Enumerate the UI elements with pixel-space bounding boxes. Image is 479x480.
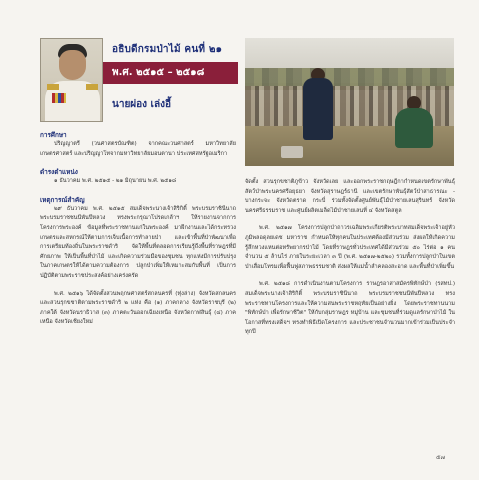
- portrait-photo: [40, 38, 103, 122]
- right-paragraph-1: จัดตั้ง สวนรุกขชาติภูข้าว จังหวัดเลย และออกพระราชกฤษฎีกากำหนดเขตรักษาพันธุ์สัตว์ป่าพระนครศรีอยุธยา จังหวัดสุราษฎร์ธานี และเขตรักษาพันธุ์สัตว์ป่าสาธารณะ - บางกระจะ จังหวัดตราด กระบี่ ร่วมทั้งจัดตั้งศูนย์พันธุ์ไม้ป่าชายเลนสุรินทร์ จังหวัดนครศรีธรรมราช และศูนย์ผลิตเมล็ดไม้ป่าชายเลนที่ ๔ จังหวัดสตูล: [245, 179, 455, 214]
- education-text: ปริญญาตรี (วนศาสตรบัณฑิต) จากคณะวนศาสตร์ มหาวิทยาลัยเกษตรศาสตร์ และปริญญาโทจากมหาวิทยาลัยมอนตานา ประเทศสหรัฐอเมริกา: [40, 141, 236, 157]
- tenure-period: พ.ศ. ๒๕๑๕ – ๒๕๑๘: [112, 67, 205, 78]
- page-title: อธิบดีกรมป่าไม้ คนที่ ๒๑: [112, 44, 223, 55]
- section-heading-education: การศึกษา: [40, 131, 67, 139]
- left-column: [40, 130, 236, 336]
- person-name: นายผ่อง เล่งอี้: [112, 99, 171, 110]
- right-column: [245, 178, 455, 346]
- historical-photo: [245, 38, 454, 166]
- right-paragraph-2: พ.ศ. ๒๕๑๗ โครงการปลูกป่าถาวรเฉลิมพระเกียรติพระบาทสมเด็จพระเจ้าอยู่หัวภูมิพลอดุลยเดช มหาราช กำหนดให้ทุกคนในประเทศต้องมีส่วนร่วม ส่งผลให้เกิดความรู้สึกหวงแหนต่อทรัพยากรป่าไม้ โดยที่ราษฎรทั่วประเทศได้มีส่วนร่วม ๕๐ ไร่ต่อ ๑ คน จำนวน ๕ ล้านไร่ ภายในระยะเวลา ๓ ปี (พ.ศ. ๒๕๑๗-๒๕๒๐) รวมทั้งการปลูกป่าในเขตป่าเสื่อมโทรมเพื่อฟื้นฟูสภาพธรรมชาติ ส่งผลให้แม่น้ำลำคลองสะอาด และพื้นที่ป่าเพิ่มขึ้น: [245, 225, 455, 270]
- section-heading-tenure: ดำรงตำแหน่ง: [40, 168, 78, 177]
- page-number: ๕๗: [436, 454, 446, 461]
- tenure-text: ๑ ธันวาคม พ.ศ. ๒๕๑๕ - ๒๑ มิถุนายน พ.ศ. ๒๕๑๘: [54, 178, 177, 185]
- events-paragraph-2: พ.ศ. ๒๕๑๖ ได้จัดตั้งสวนพฤกษศาสตร์สกลนครที่ (ทุ่งล่าง) จังหวัดสกลนคร และสวนรุกขชาติตามพระราชดำริ ๒ แห่ง คือ (๑) ภาคกลาง จังหวัดราชบุรี (๒) ภาคใต้ จังหวัดนราธิวาส (๓) ภาคตะวันออกเฉียงเหนือ จังหวัดกาฬสินธุ์ (๔) ภาคเหนือ จังหวัดเชียงใหม่: [40, 290, 236, 326]
- events-paragraph-1: ๒๙ ธันวาคม พ.ศ. ๒๕๑๕ สมเด็จพระนางเจ้าสิริกิติ์ พระบรมราชินีนาถ พระบรมราชชนนีพันปีหลวง ทรงพระกรุณาโปรดเกล้าฯ ให้รายงานจากการโครงการพระองค์ ข้อมูลที่พระราชทานแก่ในพระองค์ มาฝึกงานและได้กระทรวงเกษตรและสหกรณ์ให้ตามการเจ็บเนื้อการทำลายป่า และเข้าพื้นที่ป่าพัฒนาเพื่อการเตรียมท้องถิ่นในพระราชดำริ จัดให้พื้นที่ตลอดการเรียนรู้ถึงพื้นที่ราษฎรที่มีศักยภาพ ให้เป็นพื้นที่ป่าไม้ และเกิดความร่วมมือของชุมชน ทุกแห่งมีการปรับปรุงในภาคเกษตรให้ได้ตามความต้องการ ปลูกป่าเพิ่มให้เหมาะสมกับพื้นที่ เป็นการปฏิบัติตามพระราชประสงค์อย่างเคร่งครัด: [40, 205, 236, 279]
- section-heading-events: เหตุการณ์สำคัญ: [40, 195, 85, 204]
- right-paragraph-3: พ.ศ. ๒๕๑๘ การดำเนินงานตามโครงการ ราษฎรอาสาสมัครพิทักษ์ป่า (รสทป.) สมเด็จพระนางเจ้าสิริกิติ์ พระบรมราชินีนาถ พระบรมราชชนนีพันปีหลวง ทรงพระราชทานโครงการและให้ความสนพระราชหฤทัยเป็นอย่างยิ่ง โดยพระราชทานนาม "พิทักษ์ป่า เพื่อรักษาชีวิต" ให้กับกลุ่มราษฎร หมู่บ้าน และชุมชนที่ร่วมดูแลรักษาป่าไม้ ในโอกาสที่ทรงเสด็จฯ ทรงทำพิธีเปิดโครงการ และประชาชนจำนวนมากเข้าร่วมเป็นประจำทุกปี: [245, 281, 455, 336]
